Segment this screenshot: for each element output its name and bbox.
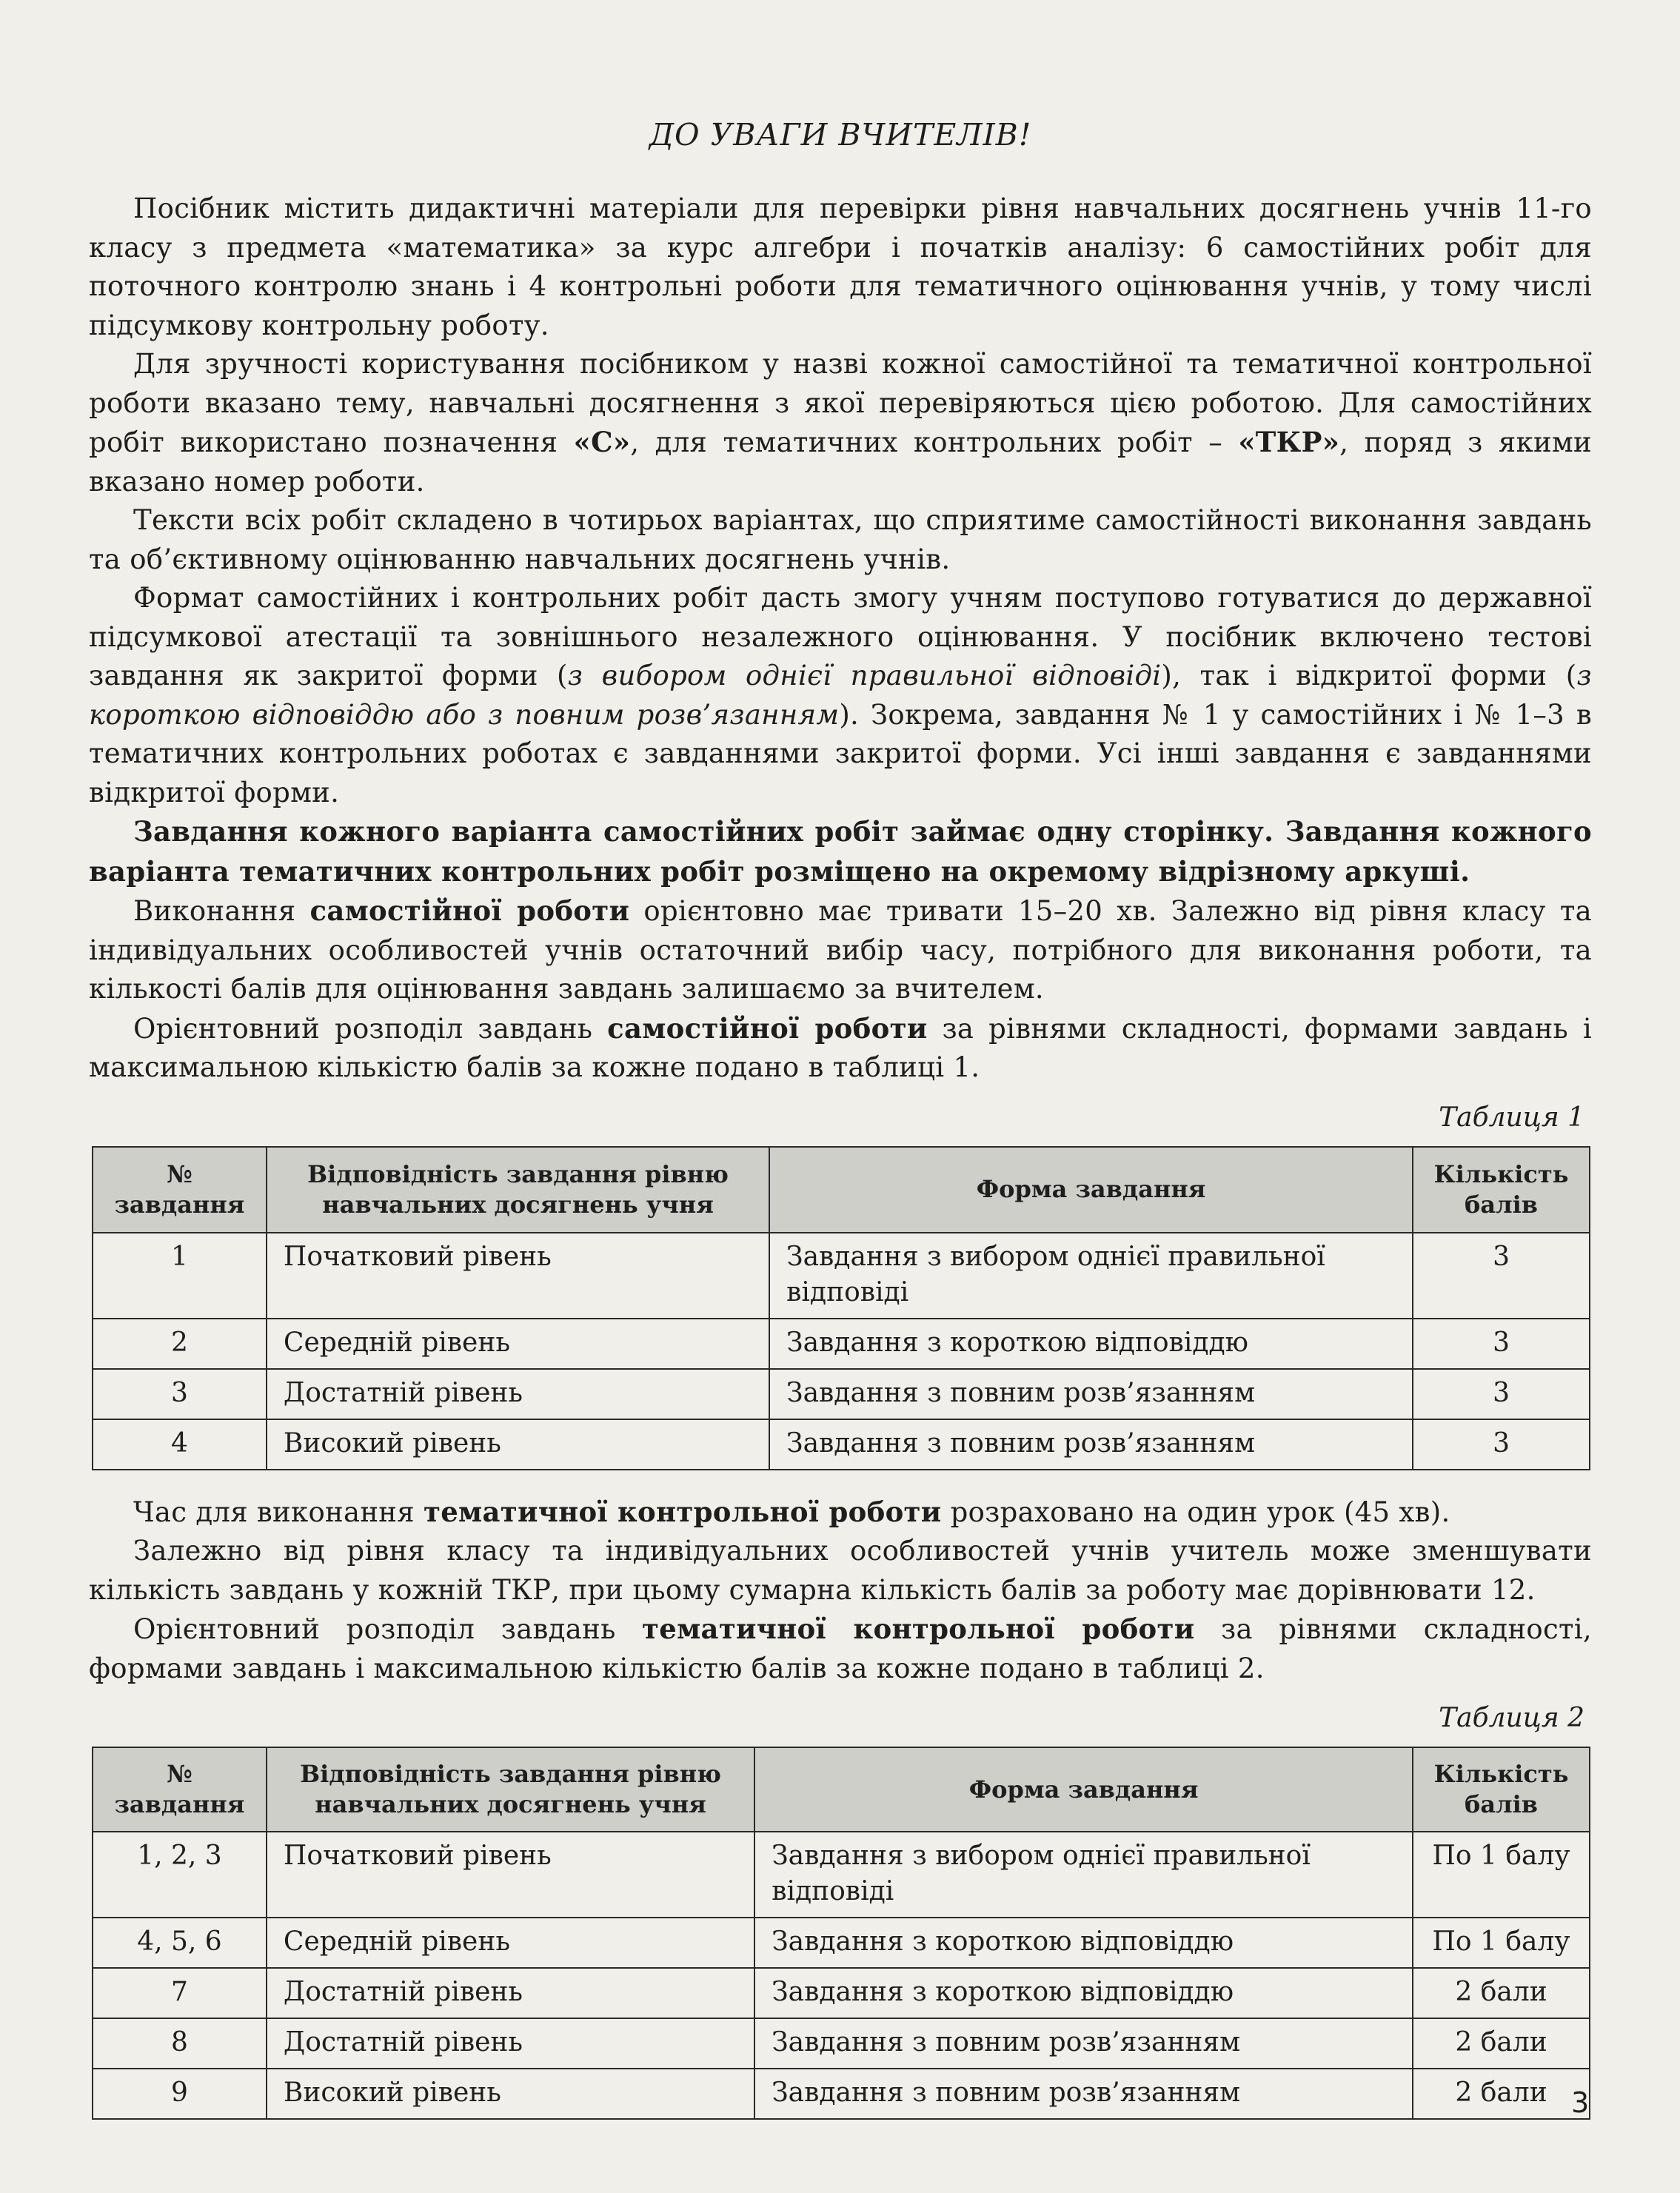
task-form: Завдання з вибором однієї правильної відповіді <box>754 1832 1413 1918</box>
table-row <box>93 2069 1590 2119</box>
task-number: 9 <box>93 2069 267 2119</box>
test-duration-paragraph: Час для виконання тематичної контрольної роботи розраховано на один урок (45 хв). <box>133 1495 1450 1528</box>
task-level: Високий рівень <box>267 1419 769 1470</box>
table2-header-number: № завдання <box>93 1747 267 1832</box>
task-number: 8 <box>93 2018 267 2069</box>
task-number: 4, 5, 6 <box>93 1918 267 1968</box>
table1-header-form: Форма завдання <box>769 1147 1413 1233</box>
table2-intro-paragraph: Орієнтовний розподіл завдань тематичної контрольної роботи за рівнями складності, формами завдань і максимальною кількістю балів за кожне подано в таблиці 2. <box>89 1613 1592 1684</box>
task-form: Завдання з вибором однієї правильної відповіді <box>769 1233 1413 1319</box>
table2 <box>92 1747 1590 2120</box>
task-form: Завдання з повним розв’язанням <box>754 2069 1413 2119</box>
task-number: 7 <box>93 1968 267 2018</box>
task-form: Завдання з короткою відповіддю <box>754 1968 1413 2018</box>
page-number: 3 <box>1571 2086 1590 2119</box>
task-level: Достатній рівень <box>267 2018 754 2069</box>
task-level: Достатній рівень <box>267 1968 754 2018</box>
page-content <box>89 117 1592 2120</box>
task-level: Початковий рівень <box>267 1233 769 1319</box>
task-number: 4 <box>93 1419 267 1470</box>
task-number: 3 <box>93 1369 267 1419</box>
table-row <box>93 2018 1590 2069</box>
variants-paragraph: Тексти всіх робіт складено в чотирьох варіантах, що сприятиме самостійності виконання завдань та об’єктивному оцінюванню навчальних досягнень учнів. <box>89 504 1592 575</box>
task-level: Середній рівень <box>267 1319 769 1369</box>
task-points: По 1 балу <box>1413 1832 1590 1918</box>
task-points: 3 <box>1413 1369 1590 1419</box>
task-form: Завдання з повним розв’язанням <box>769 1369 1413 1419</box>
task-points: 2 бали <box>1413 1968 1590 2018</box>
table1-intro-paragraph: Орієнтовний розподіл завдань самостійної роботи за рівнями складності, формами завдань і максимальною кількістю балів за кожне подано в таблиці 1. <box>89 1011 1592 1083</box>
table-row <box>93 1832 1590 1918</box>
table-row <box>93 1319 1590 1369</box>
task-points: 2 бали <box>1413 2069 1590 2119</box>
table1-header-level: Відповідність завдання рівню навчальних досягнень учня <box>267 1147 769 1233</box>
task-form: Завдання з короткою відповіддю <box>769 1319 1413 1369</box>
task-points: 2 бали <box>1413 2018 1590 2069</box>
table1 <box>92 1146 1590 1470</box>
task-points: 3 <box>1413 1319 1590 1369</box>
task-level: Середній рівень <box>267 1918 754 1968</box>
task-form: Завдання з короткою відповіддю <box>754 1918 1413 1968</box>
table1-header-number: № завдання <box>93 1147 267 1233</box>
task-number: 1 <box>93 1233 267 1319</box>
layout-paragraph: Завдання кожного варіанта самостійних робіт займає одну сторінку. Завдання кожного варіанта тематичних контрольних робіт розміщено на окремому відрізному аркуші. <box>89 815 1592 888</box>
table1-caption: Таблиця 1 <box>1439 1102 1584 1133</box>
table-row <box>93 1419 1590 1470</box>
task-form: Завдання з повним розв’язанням <box>754 2018 1413 2069</box>
table-row <box>93 1369 1590 1419</box>
table2-caption: Таблиця 2 <box>1439 1703 1584 1733</box>
task-number: 1, 2, 3 <box>93 1832 267 1918</box>
format-paragraph: Формат самостійних і контрольних робіт дасть змогу учням поступово готуватися до державної підсумкової атестації та зовнішнього незалежного оцінювання. У посібник включено тестові завдання як закритої форми (з вибором однієї правильної відповіді), так і відкритої форми (з короткою відповіддю або з повним розв’язанням). Зокрема, завдання № 1 у самостійних і № 1–3 в тематичних контрольних роботах є завданнями закритої форми. Усі інші завдання є завданнями відкритої форми. <box>89 582 1592 808</box>
table1-header-row <box>93 1147 1590 1233</box>
task-points: По 1 балу <box>1413 1918 1590 1968</box>
duration-paragraph: Виконання самостійної роботи орієнтовно має тривати 15–20 хв. Залежно від рівня класу та індивідуальних особливостей учнів остаточний вибір часу, потрібного для виконання роботи, та кількості балів для оцінювання завдань залишаємо за вчителем. <box>89 894 1592 1005</box>
table-row <box>93 1918 1590 1968</box>
task-number: 2 <box>93 1319 267 1369</box>
table-row <box>93 1968 1590 2018</box>
task-level: Початковий рівень <box>267 1832 754 1918</box>
table2-header-level: Відповідність завдання рівню навчальних досягнень учня <box>267 1747 754 1832</box>
table1-header-points: Кількість балів <box>1413 1147 1590 1233</box>
table2-header-form: Форма завдання <box>754 1747 1413 1832</box>
task-form: Завдання з повним розв’язанням <box>769 1419 1413 1470</box>
page-title: ДО УВАГИ ВЧИТЕЛІВ! <box>649 117 1032 153</box>
task-level: Високий рівень <box>267 2069 754 2119</box>
task-count-paragraph: Залежно від рівня класу та індивідуальних особливостей учнів учитель може зменшувати кількість завдань у кожній ТКР, при цьому сумарна кількість балів за роботу має дорівнювати 12. <box>89 1535 1592 1606</box>
task-points: 3 <box>1413 1233 1590 1319</box>
notation-paragraph: Для зручності користування посібником у назві кожної самостійної та тематичної контрольної роботи вказано тему, навчальні досягнення з якої перевіряються цією роботою. Для самостійних робіт використано позначення «С», для тематичних контрольних робіт – «ТКР», поряд з якими вказано номер роботи. <box>89 348 1592 498</box>
table2-header-row <box>93 1747 1590 1832</box>
intro-paragraph: Посібник містить дидактичні матеріали для перевірки рівня навчальних досягнень учнів 11-го класу з предмета «математика» за курс алгебри і початків аналізу: 6 самостійних робіт для поточного контролю знань і 4 контрольні роботи для тематичного оцінювання учнів, у тому числі підсумкову контрольну роботу. <box>89 192 1592 341</box>
task-points: 3 <box>1413 1419 1590 1470</box>
table-row <box>93 1233 1590 1319</box>
table2-header-points: Кількість балів <box>1413 1747 1590 1832</box>
task-level: Достатній рівень <box>267 1369 769 1419</box>
